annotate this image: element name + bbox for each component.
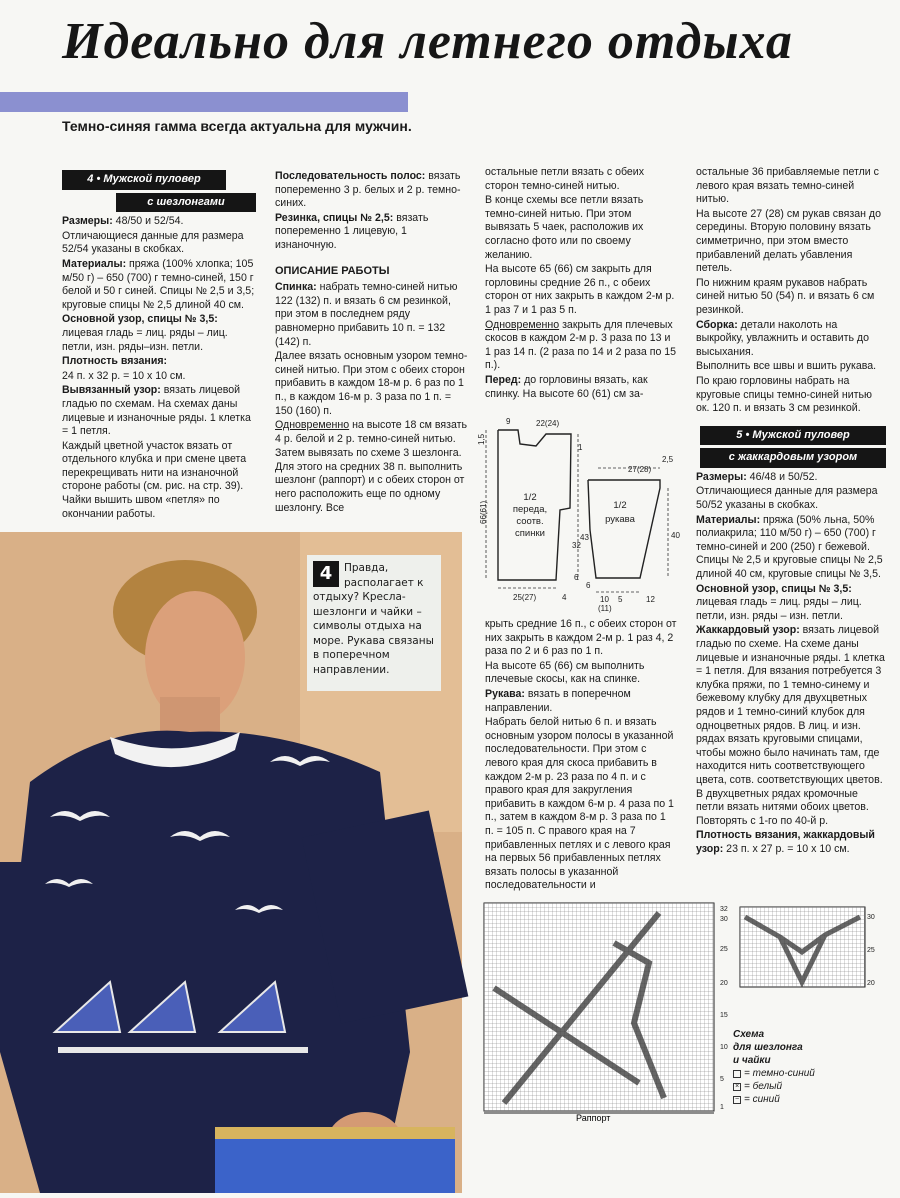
knit-pattern-paragraph-2: Каждый цветной участок вязать от отдельного клубка и при смене цвета перекрещивать нити на изнаночной стороне работы (см. рис. на стр. 39). Чайки вышить швом «петля» по окончании работы. <box>62 439 247 520</box>
dim-66: 66(61) <box>479 500 488 524</box>
col4-paragraph-3: По нижним краям рукавов набрать синей нитью 50 (54) п. и вязать 6 см резинкой. <box>696 276 875 316</box>
col3-paragraph-4: Одновременно закрыть для плечевых скосов в каждом 2-м р. 3 раза по 13 и 1 раз 14 п. (2 раза по 14 и 2 раза по 15 п.). <box>485 318 677 372</box>
pattern-5-heading: 5 • Мужской пуловер <box>700 426 886 446</box>
col3-paragraph-2: В конце схемы все петли вязать темно-синей нитью. При этом вывязать 5 чаек, расположив их согласно фото или по своему желанию. <box>485 194 644 261</box>
title-accent-bar <box>0 92 408 112</box>
pattern-4-heading: 4 • Мужской пуловер <box>62 170 226 190</box>
sleeve-label-1: 1/2 <box>613 500 627 511</box>
row-label-10: 10 <box>720 1044 728 1051</box>
col3b-paragraph-1: крыть средние 16 п., с обеих сторон от них закрыть в каждом 2-м р. 1 раз 4, 2 раза по 2 и 6 раз по 1 п. <box>485 618 677 658</box>
dim-27: 27(28) <box>628 465 652 474</box>
dim-6: 6 <box>574 573 579 582</box>
dim-1-5: 1,5 <box>477 433 486 445</box>
row-label-32: 32 <box>720 906 728 913</box>
row-label-5: 5 <box>720 1076 724 1083</box>
jacquard-paragraph: Жаккардовый узор: вязать лицевой гладью по схеме. На схеме даны лицевые и изнаночные ряды. 1 клетка = 1 петля. Для вязания потребуется 3 клубка пряжи, по 1 темно-синему и бежевому клубку для двухцветных рядов и 1 темно-синий клубок для одноцветных рядов. В лиц. и изн. рядах вязать круговыми спицами, чтобы можно было начинать там, где находится нить соответствующего цвета, сотв. соответствующих цветов. В двухцветных рядах кромочные петли вязать нитями обоих цветов. Повторять с 1-го по 40-й р. <box>696 624 885 827</box>
col3-paragraph-3: На высоте 65 (66) см закрыть для горловины средние 26 п., с обеих сторон от них закрыть в каждом 2-м р. 1 раз 7 и 1 раз 5 п. <box>485 263 675 316</box>
pattern-4-subheading: с шезлонгами <box>116 193 256 213</box>
sleeve-label-2: рукава <box>605 514 635 525</box>
col4-paragraph-1: остальные 36 прибавляемые петли с левого края вязать темно-синей нитью. <box>696 166 879 206</box>
density5-paragraph: Плотность вязания, жаккардовый узор: 23 п. x 27 р. = 10 x 10 см. <box>696 829 875 855</box>
dim-2-5: 2,5 <box>662 455 674 464</box>
dim-1: 1 <box>578 443 583 452</box>
back-paragraph-2: Далее вязать основным узором темно-синей нитью. При этом с обеих сторон прибавить в каждом 18-м р. 6 раз по 1 п., в каждом 16-м р. 3 раза по 1 п. = 150 (160) п. <box>275 350 468 417</box>
seagull-row-20: 20 <box>867 980 875 987</box>
dim-4: 4 <box>562 593 567 602</box>
materials-paragraph: Материалы: пряжа (100% хлопка; 105 м/50 г) – 650 (700) г темно-синей, 150 г белой и 50 г синей. Спицы № 2,5 и 3,5; круговые спицы № 2,5 длиной 40 см. <box>62 257 255 311</box>
col3-paragraph-1: остальные петли вязать с обеих сторон темно-синей нитью. <box>485 166 645 192</box>
chart-legend <box>733 1028 815 1106</box>
col3b-paragraph-2: На высоте 65 (66) см выполнить плечевые скосы, как на спинке. <box>485 659 645 686</box>
row-label-1: 1 <box>720 1104 724 1111</box>
col3b-paragraph-3: Набрать белой нитью 6 п. и вязать основным узором полосы в указанной последовательности. При этом с левого края для скоса прибавить в каждом 2-м р. 23 раза по 4 п. и с правого края для закругления прибавить в каждом 6-м р. 4 раза по 1 п., затем в каждом 8-м р. 3 раза по 1 п. = 105 п. С правого края на 7 прибавленных петлях и с левого края на первых 56 прибавленных петлях вязать полосы в указанной последовательности и <box>485 716 674 892</box>
sleeves-paragraph: Рукава: вязать в поперечном направлении. <box>485 687 631 714</box>
back-paragraph-3: Одновременно на высоте 18 см вязать 4 р. белой и 2 р. темно-синей нитью. <box>275 419 468 445</box>
knitting-chart-seagull <box>740 907 880 992</box>
density-label: Плотность вязания: <box>62 355 168 368</box>
back-paragraph-4: Затем вывязать по схеме 3 шезлонга. Для этого на средних 38 п. выполнить шезлонг (раппорт) и с обеих сторон от него расположить еще по одному шезлонгу. Все <box>275 447 465 514</box>
column-3-bottom <box>485 618 677 894</box>
column-2 <box>275 170 468 516</box>
col4-paragraph-5: По краю горловины набрать на круговые спицы темно-синей нитью ок. 120 п. и вязать 3 см резинкой. <box>696 374 872 415</box>
main-pattern-paragraph: Основной узор, спицы № 3,5: лицевая гладь = лиц. ряды – лиц. петли, изн. ряды–изн. петли. <box>62 313 228 353</box>
dim-9: 9 <box>506 417 511 426</box>
col4-paragraph-2: На высоте 27 (28) см рукав связан до середины. Вторую половину вязать симметрично, при этом вместо прибавлений делать убавления петель. <box>696 207 881 275</box>
column-1 <box>62 170 256 522</box>
dim-11: (11) <box>598 604 612 613</box>
striped-sleeve-left <box>0 862 52 1052</box>
caption-number: 4 <box>313 561 339 587</box>
pattern-5-subheading: с жаккардовым узором <box>700 448 886 468</box>
column-3-top <box>485 166 677 402</box>
seagull-row-25: 25 <box>867 947 875 954</box>
dim-12: 12 <box>646 595 655 604</box>
body-label-2: переда, <box>512 504 548 515</box>
legend-swatch-empty <box>733 1070 741 1078</box>
row-label-25: 25 <box>720 946 728 953</box>
row-label-30: 30 <box>720 916 728 923</box>
materials5-paragraph: Материалы: пряжа (50% льна, 50% полиакрила; 110 м/50 г) – 650 (700) г темно-синей и 200 (250) г бежевой. Спицы № 2,5 и круговые спицы № 2,5 длиной 40 см, круговые спицы № 3,5. <box>696 513 883 581</box>
chart-title-3: и чайки <box>733 1055 771 1066</box>
body-label-4: спинки <box>515 528 545 539</box>
caption-text: Правда, располагает к отдыху? Кресла-шезлонги и чайки – символы отдыха на море. Рукава связаны в поперечном направлении. <box>313 562 434 676</box>
knit-pattern-paragraph: Вывязанный узор: вязать лицевой гладью по схемам. На схемах даны лицевые и изнаночные ряды. 1 клетка = 1 петля. <box>62 384 251 438</box>
dim-5: 5 <box>618 595 623 604</box>
row-label-15: 15 <box>720 1012 728 1019</box>
legend-swatch-x: × <box>734 1082 740 1090</box>
knitting-chart-main <box>484 903 734 1123</box>
legend-swatch-dash: − <box>734 1095 740 1103</box>
stripes-paragraph: Последовательность полос: вязать попеременно 3 р. белых и 2 р. темно-синих. <box>275 170 461 210</box>
back-paragraph: Спинка: набрать темно-синей нитью 122 (132) п. и вязать 6 см резинкой, при этом в последнем ряду равномерно прибавить 10 п. = 132 (142) п. <box>275 281 458 348</box>
body-label-1: 1/2 <box>523 492 537 503</box>
dim-25: 25(27) <box>513 593 537 602</box>
legend-blue: − = синий <box>734 1094 780 1105</box>
column-4 <box>696 166 886 858</box>
body-label-3: соотв. <box>516 516 544 527</box>
chart-title-2: для шезлонга <box>733 1042 803 1053</box>
photo-caption <box>307 555 441 691</box>
dim-32: 32 <box>572 541 581 550</box>
dim-10: 10 <box>600 595 609 604</box>
seagull-row-30: 30 <box>867 914 875 921</box>
dim-43: 43 <box>580 533 589 542</box>
row-label-20: 20 <box>720 980 728 987</box>
sizes5-note: Отличающиеся данные для размера 50/52 указаны в скобках. <box>696 485 878 512</box>
sizes-note: Отличающиеся данные для размера 52/54 указаны в скобках. <box>62 229 244 256</box>
front-paragraph: Перед: до горловины вязать, как спинку. На высоте 60 (61) см за- <box>485 373 648 400</box>
sleeve-outline <box>588 480 660 578</box>
rib-paragraph: Резинка, спицы № 2,5: вязать попеременно 1 лицевую, 1 изнаночную. <box>275 211 429 251</box>
legend-dark-blue: = темно-синий <box>733 1067 815 1080</box>
col4-paragraph-4: Выполнить все швы и вшить рукава. <box>696 360 877 373</box>
main5-paragraph: Основной узор, спицы № 3,5: лицевая гладь = лиц. ряды – лиц. петли, изн. ряды – изн. петли. <box>696 582 862 622</box>
dim-6b: 6 <box>586 581 591 590</box>
dim-40: 40 <box>671 531 680 540</box>
sweater-stripe <box>58 1047 308 1053</box>
page-subtitle: Темно-синяя гамма всегда актуальна для мужчин. <box>62 118 412 134</box>
description-heading: ОПИСАНИЕ РАБОТЫ <box>275 264 390 277</box>
garment-schematic <box>478 410 693 615</box>
density-text: 24 п. x 32 р. = 10 x 10 см. <box>62 369 186 382</box>
page-title: Идеально для летнего отдыха <box>62 13 793 70</box>
sizes5-paragraph: Размеры: 46/48 и 50/52. <box>696 470 818 483</box>
dim-22: 22(24) <box>536 419 560 428</box>
sizes-paragraph: Размеры: 48/50 и 52/54. <box>62 215 184 228</box>
chart-title-1: Схема <box>733 1029 765 1040</box>
assembly-paragraph: Сборка: детали наколоть на выкройку, увлажнить и оставить до высыхания. <box>696 318 869 358</box>
legend-white: × = белый <box>734 1081 783 1092</box>
rapport-label: Раппорт <box>576 1113 611 1123</box>
